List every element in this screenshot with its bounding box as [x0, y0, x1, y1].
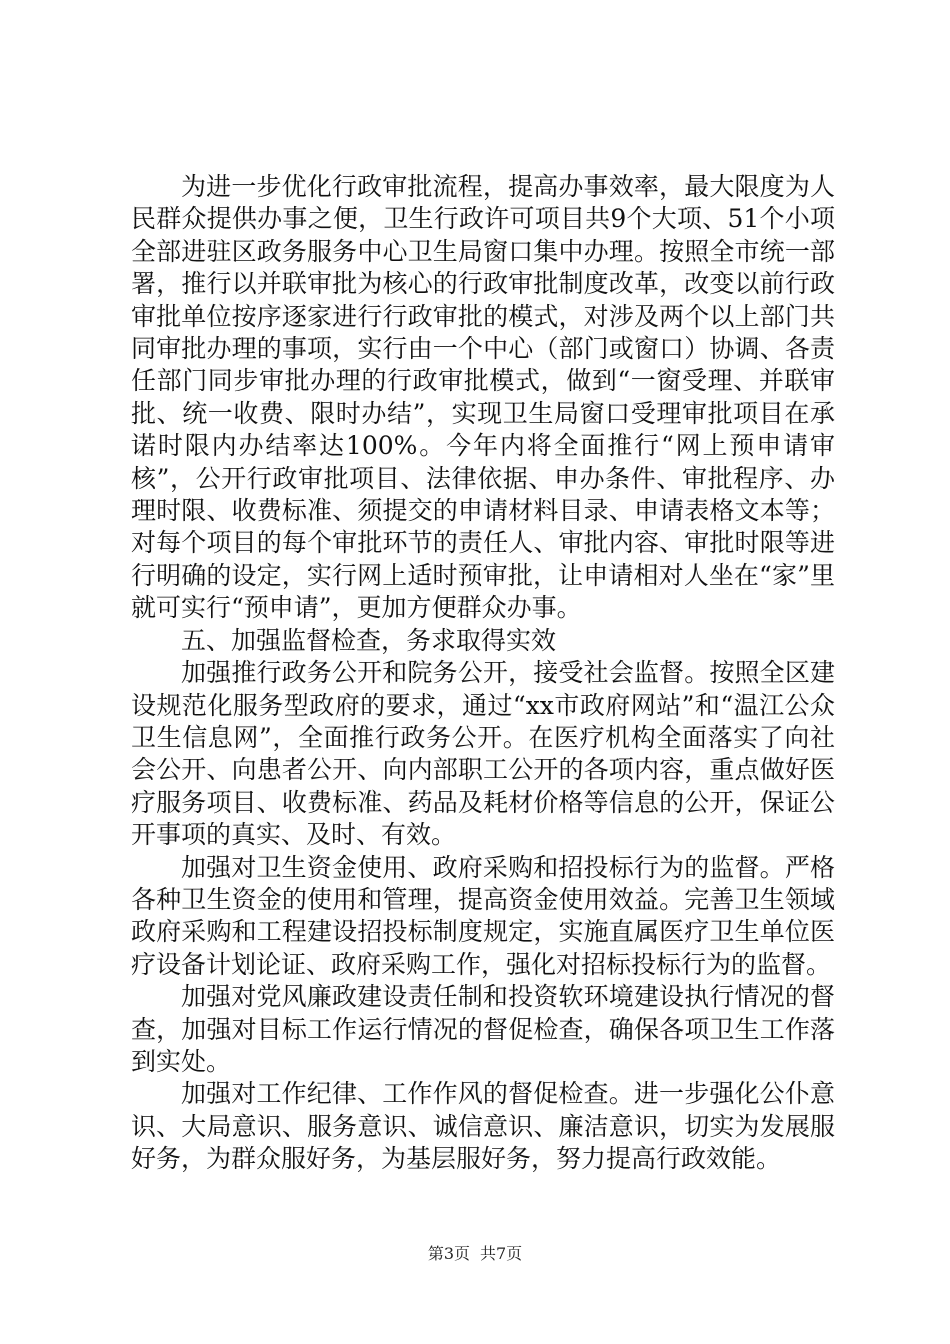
paragraph-integrity-inspection: 加强对党风廉政建设责任制和投资软环境建设执行情况的督查，加强对目标工作运行情况的督促检查，确保各项卫生工作落到实处。 — [131, 982, 835, 1076]
paragraph-approval-process: 为进一步优化行政审批流程，提高办事效率，最大限度为人民群众提供办事之便，卫生行政许可项目共9个大项、51个小项全部进驻区政务服务中心卫生局窗口集中办理。按照全市统一部署，推行以并联审批为核心的行政审批制度改革，改变以前行政审批单位按序逐家进行行政审批的模式，对涉及两个以上部门共同审批办理的事项，实行由一个中心（部门或窗口）协调、各责任部门同步审批办理的行政审批模式，做到“一窗受理、并联审批、统一收费、限时办结”，实现卫生局窗口受理审批项目在承诺时限内办结率达100%。今年内将全面推行“网上预申请审核”，公开行政审批项目、法律依据、申办条件、审批程序、办理时限、收费标准、须提交的申请材料目录、申请表格文本等；对每个项目的每个审批环节的责任人、审批内容、审批时限等进行明确的设定，实行网上适时预审批，让申请相对人坐在“家”里就可实行“预申请”，更加方便群众办事。 — [131, 172, 835, 623]
page-footer — [0, 1244, 950, 1264]
paragraph-fund-supervision: 加强对卫生资金使用、政府采购和招投标行为的监督。严格各种卫生资金的使用和管理，提高资金使用效益。完善卫生领域政府采购和工程建设招投标制度规定，实施直属医疗卫生单位医疗设备计划论证、政府采购工作，强化对招标投标行为的监督。 — [131, 852, 835, 979]
page-number-total: 共7页 — [480, 1244, 523, 1263]
section-heading-supervision: 五、加强监督检查，务求取得实效 — [181, 625, 557, 655]
page-number-current: 第3页 — [427, 1244, 470, 1263]
document-body — [131, 171, 835, 1176]
paragraph-open-government: 加强推行政务公开和院务公开，接受社会监督。按照全区建设规范化服务型政府的要求，通过“xx市政府网站”和“温江公众卫生信息网”，全面推行政务公开。在医疗机构全面落实了向社会公开、向患者公开、向内部职工公开的各项内容，重点做好医疗服务项目、收费标准、药品及耗材价格等信息的公开，保证公开事项的真实、及时、有效。 — [131, 658, 835, 850]
paragraph-work-discipline: 加强对工作纪律、工作作风的督促检查。进一步强化公仆意识、大局意识、服务意识、诚信意识、廉洁意识，切实为发展服好务，为群众服好务，为基层服好务，努力提高行政效能。 — [131, 1079, 835, 1174]
